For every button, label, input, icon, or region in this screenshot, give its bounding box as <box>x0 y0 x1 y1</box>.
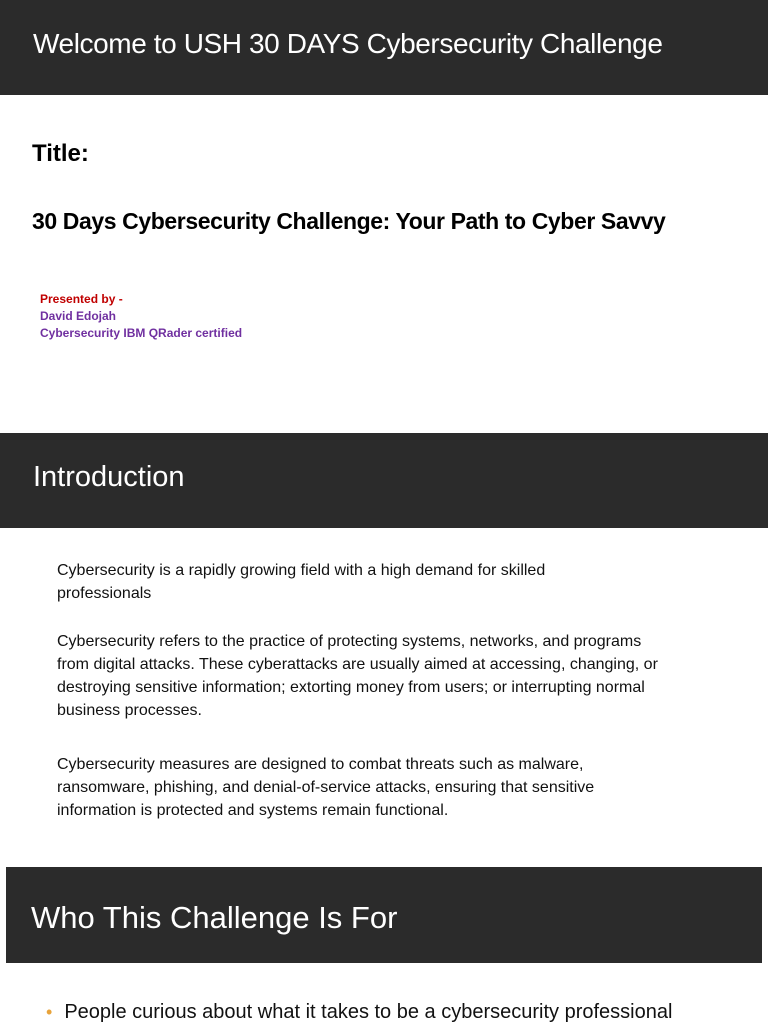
slide-welcome <box>0 0 768 432</box>
bullet-text: People curious about what it takes to be a cybersecurity professional <box>64 1001 673 1023</box>
slide-audience <box>0 865 768 1024</box>
presentation-subtitle: 30 Days Cybersecurity Challenge: Your Path to Cyber Savvy <box>32 208 666 234</box>
presenter-credential: Cybersecurity IBM QRader certified <box>40 326 243 340</box>
slide-header-band <box>6 867 762 963</box>
presented-by-label: Presented by - <box>40 292 123 306</box>
bullet-item <box>46 1001 672 1024</box>
intro-paragraph-2: Cybersecurity refers to the practice of protecting systems, networks, and programs from digital attacks. These cyberattacks are usually aimed at accessing, changing, or destroying sensitive information; extorting money from users; or interrupting normal business processes. <box>57 633 658 719</box>
presenter-name: David Edojah <box>40 309 117 323</box>
slide-heading: Who This Challenge Is For <box>31 900 398 935</box>
slide-heading: Introduction <box>33 461 185 493</box>
slide-introduction <box>0 433 768 865</box>
slide-header-band <box>0 0 768 95</box>
presenter-block <box>40 291 242 342</box>
slide-heading: Welcome to USH 30 DAYS Cybersecurity Challenge <box>33 28 663 59</box>
slide-header-band <box>0 433 768 528</box>
intro-paragraph-1: Cybersecurity is a rapidly growing field with a high demand for skilled professionals <box>57 562 546 602</box>
intro-paragraph-3: Cybersecurity measures are designed to combat threats such as malware, ransomware, phishing, and denial-of-service attacks, ensuring that sensitive information is protected and systems remain functional. <box>57 756 595 819</box>
title-label: Title: <box>32 140 89 167</box>
bullet-dot-icon: • <box>46 1002 53 1022</box>
